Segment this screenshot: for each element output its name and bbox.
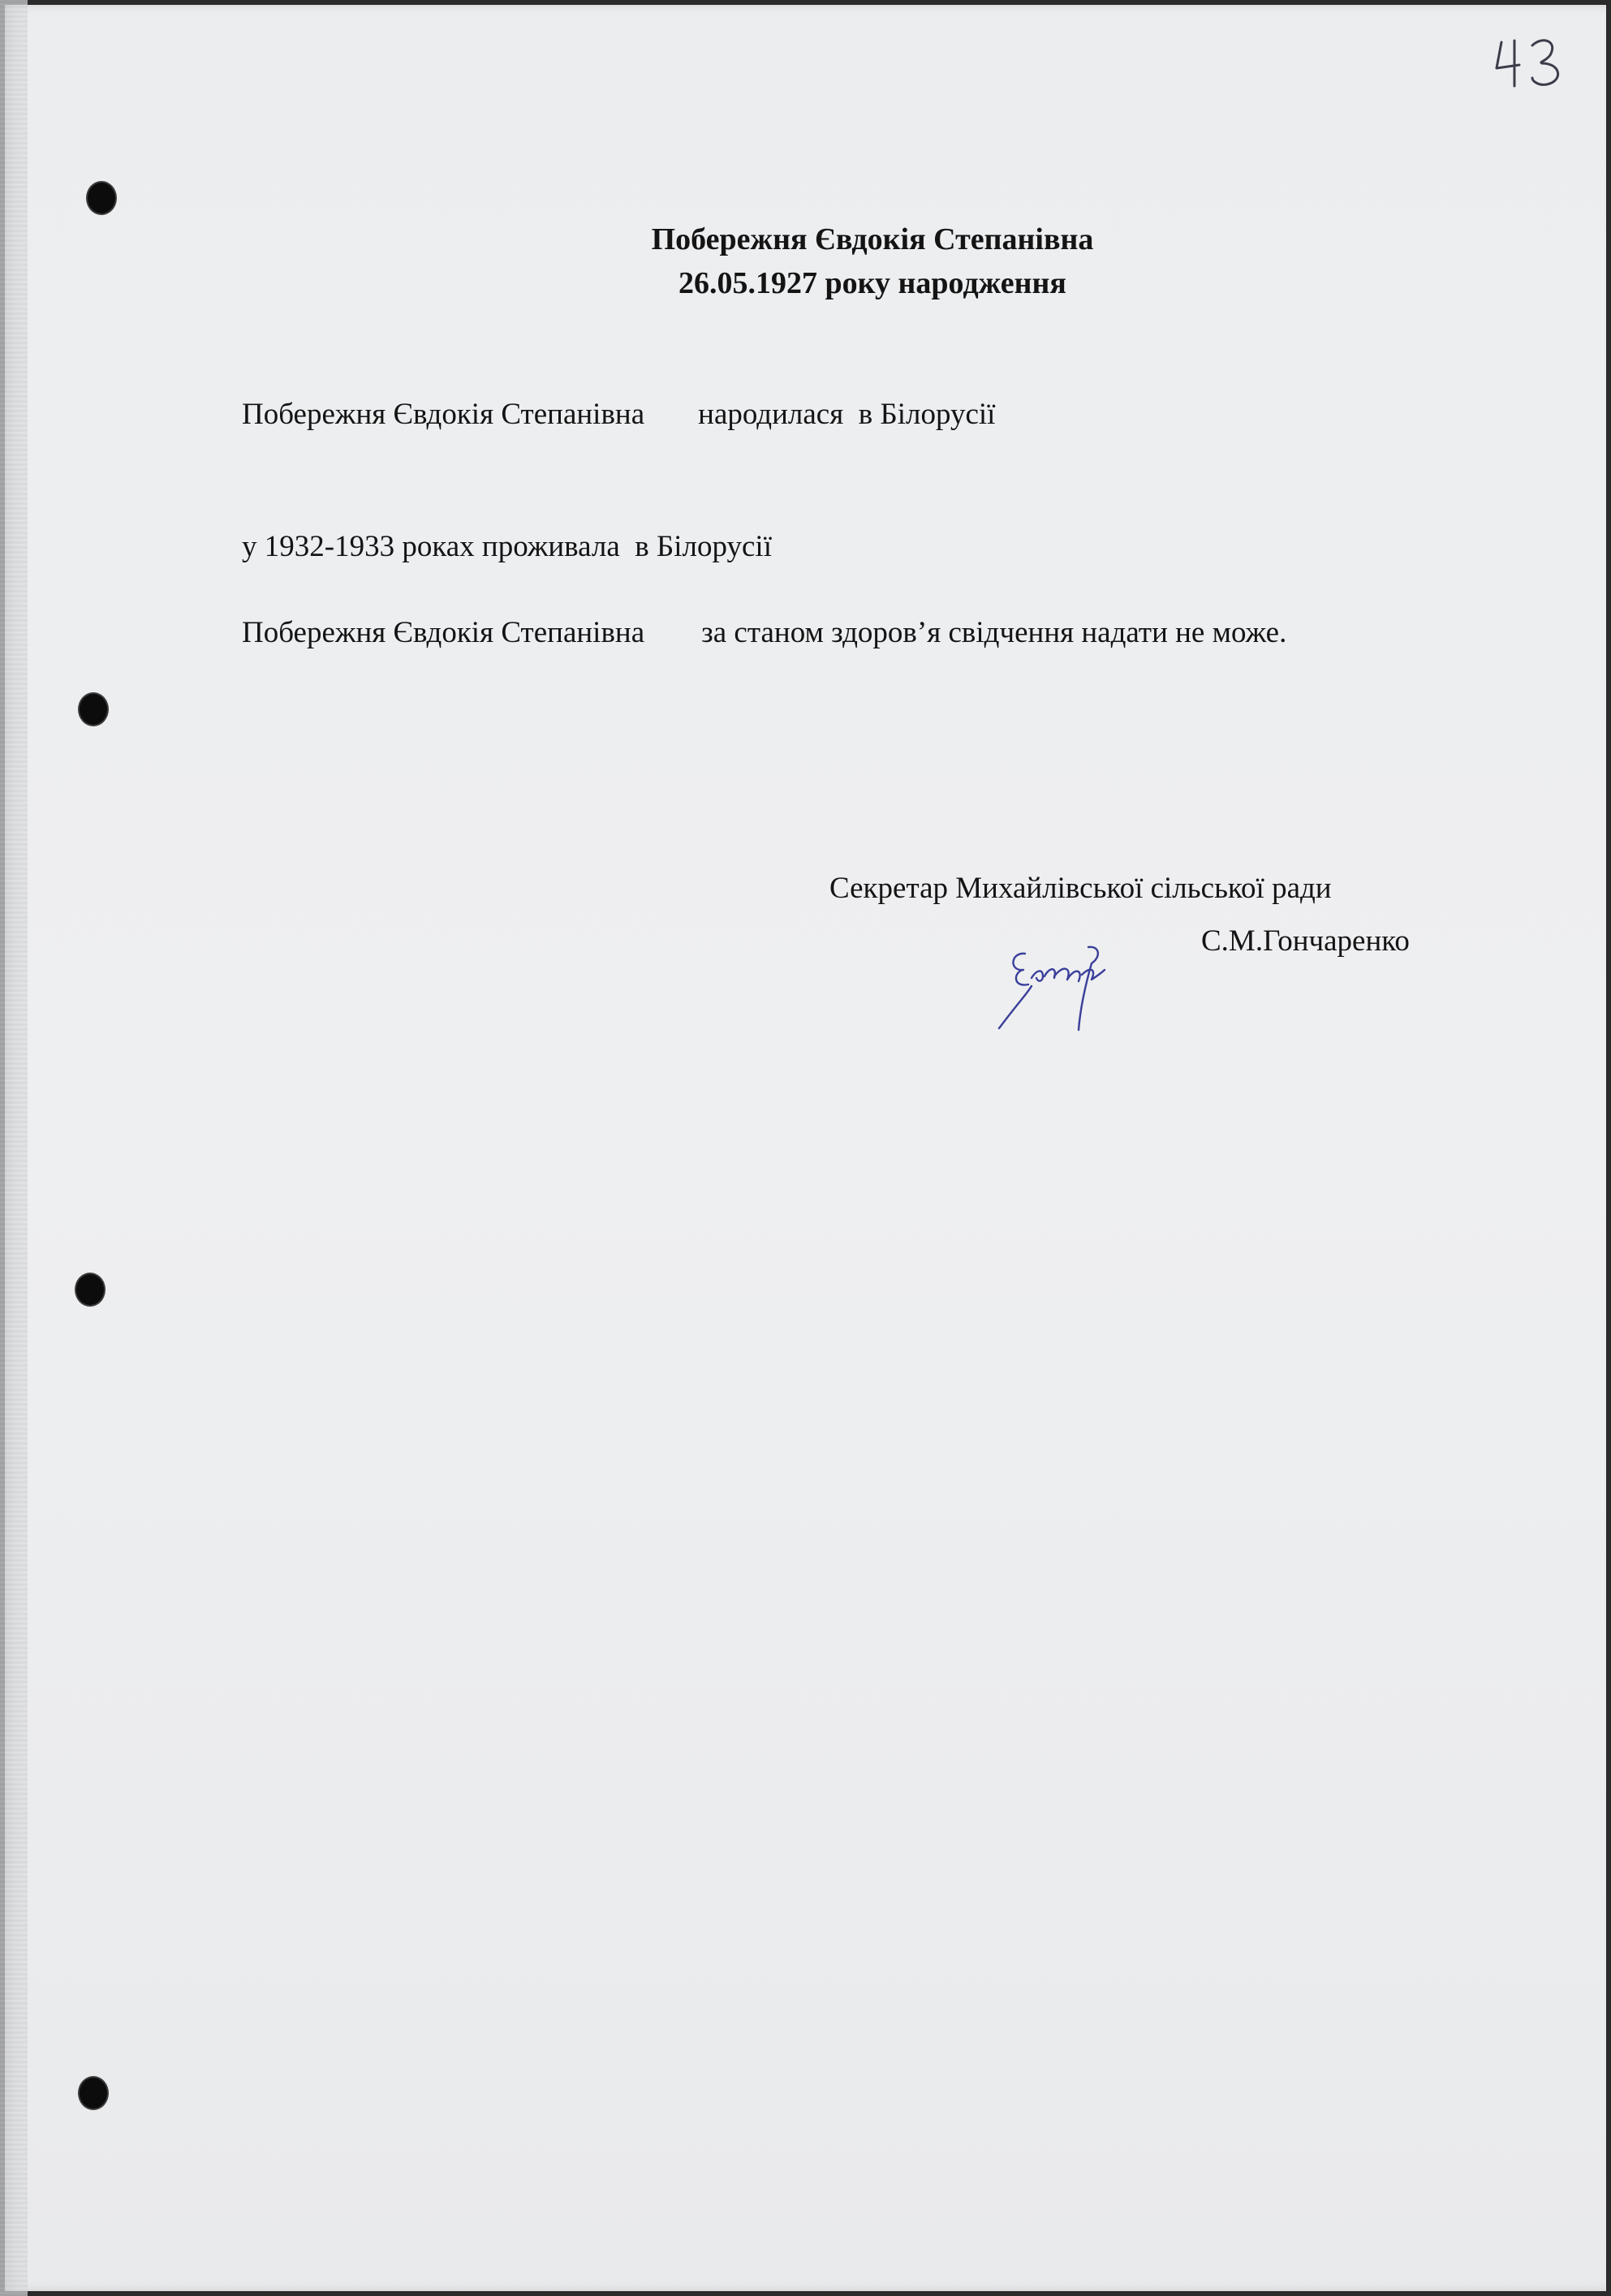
punch-hole-2 — [80, 694, 107, 725]
paragraph-birthplace — [242, 393, 1467, 437]
signatory-name: С.М.Гончаренко — [1201, 924, 1410, 958]
title-birth-line: 26.05.1927 року народження — [678, 266, 1066, 300]
punch-hole-1 — [88, 183, 115, 213]
handwritten-page-number — [1492, 34, 1573, 91]
punch-hole-3 — [76, 1274, 104, 1305]
person-name-2: Побережня Євдокія Степанівна — [242, 616, 645, 649]
title-name-line: Побережня Євдокія Степанівна — [651, 222, 1094, 256]
paragraph-health — [242, 611, 1467, 655]
document-title — [0, 218, 1611, 305]
punch-hole-4 — [80, 2078, 107, 2109]
birthplace-text: народилася в Білорусії — [698, 398, 996, 431]
residence-text: у 1932-1933 роках проживала в Білорусії — [242, 530, 772, 563]
health-text: за станом здоров’я свідчення надати не може. — [701, 616, 1287, 649]
handwritten-signature — [994, 929, 1132, 1035]
paragraph-residence — [242, 525, 1467, 569]
signatory-position: Секретар Михайлівської сільської ради — [829, 872, 1332, 905]
person-name: Побережня Євдокія Степанівна — [242, 398, 645, 431]
scan-edge-strip — [0, 0, 28, 2296]
